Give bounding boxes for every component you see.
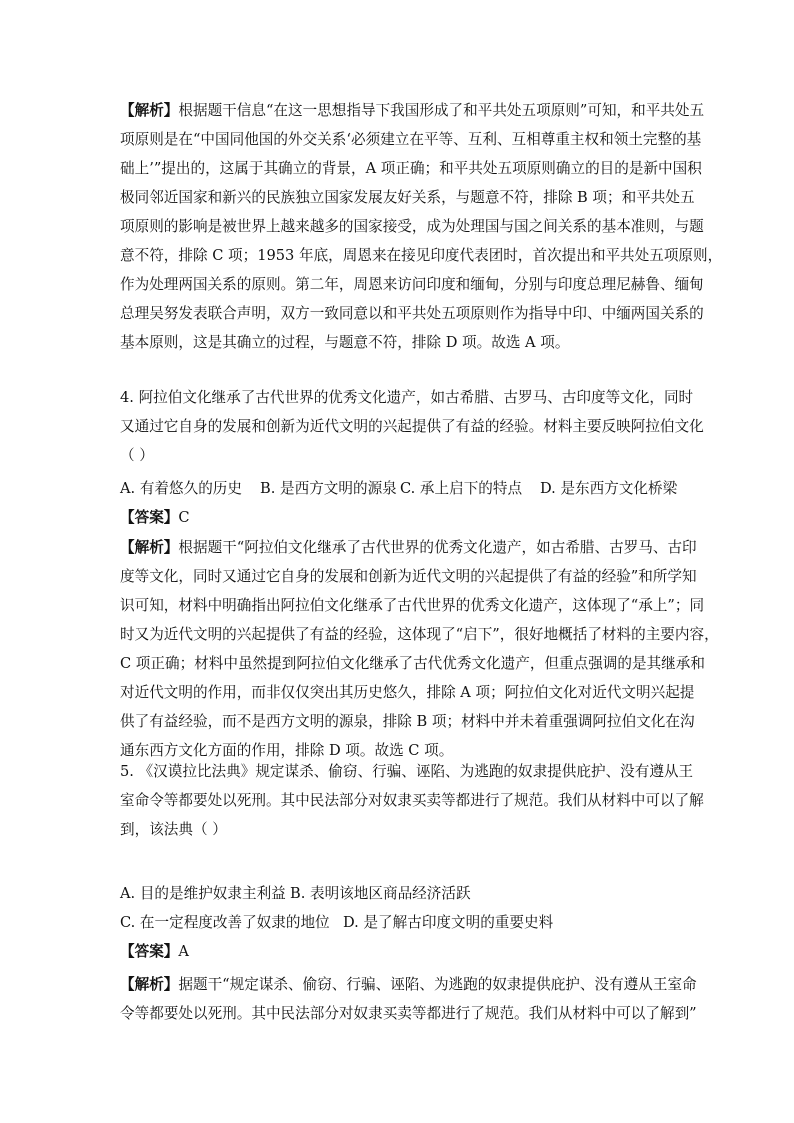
- answer-value: C: [178, 509, 190, 526]
- answer-tag: 【答案】: [120, 943, 179, 960]
- analysis-tag: 【解析】: [120, 976, 179, 993]
- analysis-tag: 【解析】: [120, 539, 179, 556]
- q4-stem-line-2: 又通过它自身的发展和创新为近代文明的兴起提供了有益的经验。材料主要反映阿拉伯文化: [120, 418, 704, 435]
- q3-analysis-line-2: 项原则是在“中国同他国的外交关系‘必须建立在平等、互利、互相尊重主权和领土完整的基: [120, 131, 702, 148]
- q4-analysis: [120, 533, 719, 765]
- q3-analysis-line-5: 项原则的影响是被世界上越来越多的国家接受，成为处理国与国之间关系的基本准则，与题: [120, 218, 704, 235]
- q3-analysis-line-4: 极同邻近国家和新兴的民族独立国家发展友好关系，与题意不符，排除 B 项；和平共处五: [120, 189, 695, 206]
- q4-stem-line-1: 4. 阿拉伯文化继承了古代世界的优秀文化遗产，如古希腊、古罗马、古印度等文化，同时: [120, 389, 694, 406]
- q3-analysis-line-7: 作为处理两国关系的原则。第二年，周恩来访问印度和缅甸，分别与印度总理尼赫鲁、缅甸: [120, 276, 704, 293]
- q4-answer: [120, 503, 682, 532]
- q5-option-b: B. 表明该地区商品经济活跃: [290, 885, 471, 902]
- q5-stem-line-2: 室命令等都要处以死刑。其中民法部分对奴隶买卖等都进行了规范。我们从材料中可以了解: [120, 792, 704, 809]
- q5-analysis-line-1: 【解析】据题干“规定谋杀、偷窃、行骗、诬陷、为逃跑的奴隶提供庇护、没有遵从王室命: [120, 976, 697, 993]
- q5-stem-line-3: 到，该法典（ ）: [120, 821, 227, 838]
- q4-analysis-line-7: 供了有益经验，而不是西方文明的源泉，排除 B 项；材料中并未着重强调阿拉伯文化在沟: [120, 713, 695, 730]
- q4-option-b: B. 是西方文明的源泉: [260, 480, 397, 497]
- q4-analysis-line-3: 识可知，材料中明确指出阿拉伯文化继承了古代世界的优秀文化遗产，这体现了“承上”；同: [120, 597, 705, 614]
- q4-option-c: C. 承上启下的特点: [400, 480, 523, 497]
- q3-analysis-line-3: 础上’”提出的，这属于其确立的背景，A 项正确；和平共处五项原则确立的目的是新中国积: [120, 160, 702, 177]
- q4-analysis-line-6: 对近代文明的作用，而非仅仅突出其历史悠久，排除 A 项；阿拉伯文化对近代文明兴起提: [120, 684, 695, 701]
- q3-analysis: [120, 96, 723, 357]
- q5-analysis: [120, 970, 697, 1028]
- q4-stem-line-3: （ ）: [120, 447, 154, 464]
- answer-tag: 【答案】: [120, 509, 179, 526]
- q4-analysis-line-1: 【解析】根据题干“阿拉伯文化继承了古代世界的优秀文化遗产，如古希腊、古罗马、古印: [120, 539, 697, 556]
- q5-option-c: C. 在一定程度改善了奴隶的地位: [120, 914, 330, 931]
- q5-stem-line-1: 5. 《汉谟拉比法典》规定谋杀、偷窃、行骗、诬陷、为逃跑的奴隶提供庇护、没有遵从王: [120, 763, 694, 780]
- analysis-tag: 【解析】: [120, 102, 179, 119]
- q5-analysis-line-2: 令等都要处以死刑。其中民法部分对奴隶买卖等都进行了规范。我们从材料中可以了解到”: [120, 1005, 697, 1022]
- q5-option-a: A. 目的是维护奴隶主利益: [120, 885, 286, 902]
- q5-option-d: D. 是了解古印度文明的重要史料: [343, 914, 554, 931]
- q4-stem: [120, 383, 704, 470]
- q5-stem: [120, 757, 704, 844]
- q4-option-d: D. 是东西方文化桥梁: [540, 480, 678, 497]
- q4-analysis-line-4: 时又为近代文明的兴起提供了有益的经验，这体现了“启下”，很好地概括了材料的主要内容，: [120, 626, 719, 643]
- q4-analysis-line-2: 度等文化，同时又通过它自身的发展和创新为近代文明的兴起提供了有益的经验”和所学知: [120, 568, 697, 585]
- q3-analysis-line-1: 【解析】根据题干信息“在这一思想指导下我国形成了和平共处五项原则”可知，和平共处五: [120, 102, 705, 119]
- answer-value: A: [178, 943, 189, 960]
- q3-analysis-line-8: 总理吴努发表联合声明，双方一致同意以和平共处五项原则作为指导中印、中缅两国关系的: [120, 305, 704, 322]
- q4-analysis-line-8: 通东西方文化方面的作用，排除 D 项。故选 C 项。: [120, 742, 454, 759]
- q5-answer: [120, 937, 682, 966]
- q3-analysis-line-9: 基本原则，这是其确立的过程，与题意不符，排除 D 项。故选 A 项。: [120, 334, 570, 351]
- q3-analysis-line-6: 意不符，排除 C 项；1953 年底，周恩来在接见印度代表团时，首次提出和平共处五项原则，: [120, 247, 723, 264]
- q4-option-a: A. 有着悠久的历史: [120, 480, 242, 497]
- q4-analysis-line-5: C 项正确；材料中虽然提到阿拉伯文化继承了古代优秀文化遗产，但重点强调的是其继承和: [120, 655, 705, 672]
